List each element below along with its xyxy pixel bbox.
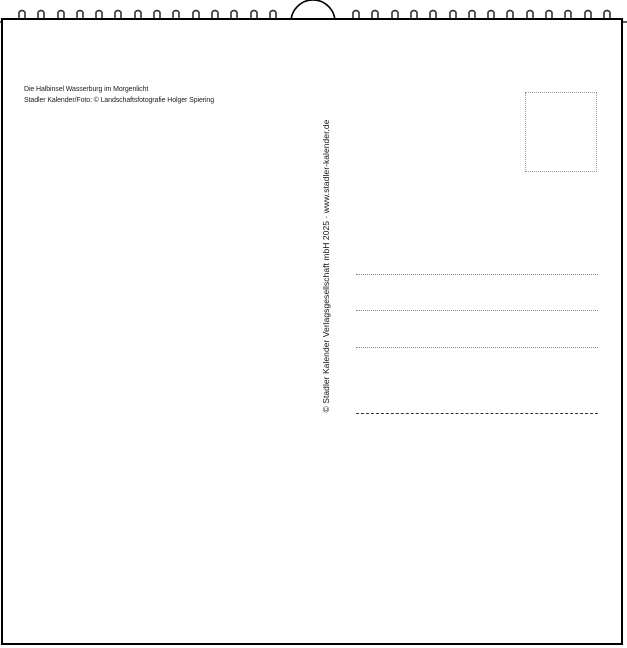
photo-caption bbox=[24, 84, 214, 106]
address-line-4 bbox=[356, 413, 598, 414]
address-line-2 bbox=[356, 310, 598, 311]
stamp-box bbox=[525, 92, 597, 172]
caption-title: Die Halbinsel Wasserburg im Morgenlicht bbox=[24, 86, 149, 93]
address-line-1 bbox=[356, 274, 598, 275]
publisher-vertical-text: © Stadler Kalender Verlagsgesellschaft mbH 2025 · www.stadler-kalender.de bbox=[321, 119, 331, 413]
address-line-3 bbox=[356, 347, 598, 348]
caption-credit: Stadler Kalender/Foto: © Landschaftsfotografie Holger Spiering bbox=[24, 97, 215, 104]
